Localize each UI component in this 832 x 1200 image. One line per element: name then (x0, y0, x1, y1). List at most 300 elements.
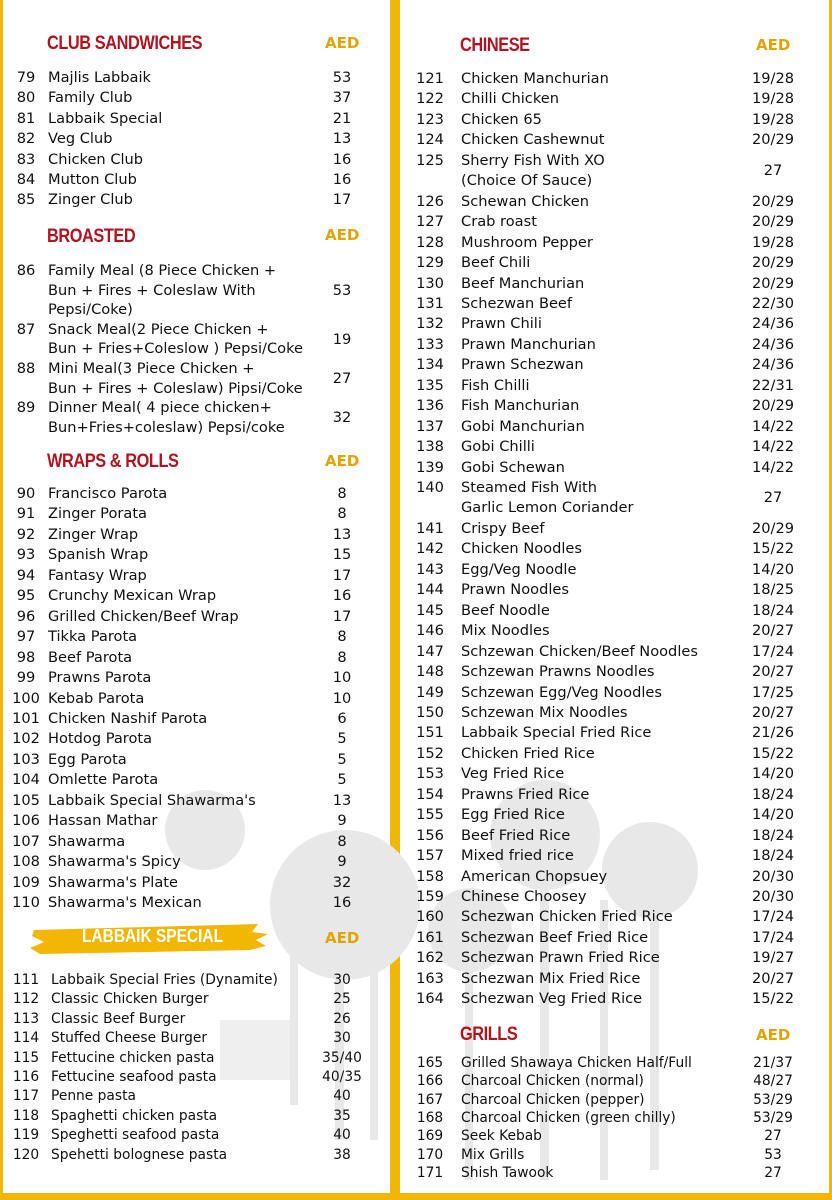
item-name: Mix Noodles (461, 622, 550, 640)
item-price: 8 (337, 628, 347, 646)
item-number: 81 (16, 109, 36, 127)
menu-item-row (0, 971, 390, 990)
item-name: Veg Fried Rice (461, 765, 565, 783)
item-price: 35/40 (322, 1049, 362, 1066)
section-heading-chinese: CHINESE (460, 35, 530, 56)
item-price: 17 (332, 566, 352, 584)
item-number: 114 (12, 1030, 40, 1047)
item-price: 5 (337, 771, 347, 789)
menu-item-row (0, 525, 390, 545)
item-price: 35 (333, 1107, 351, 1124)
item-price: 8 (337, 832, 347, 850)
section-heading-broasted: BROASTED (47, 226, 136, 247)
item-name: Mixed fried rice (461, 847, 574, 865)
item-name: Grilled Chicken/Beef Wrap (48, 607, 239, 625)
item-number: 171 (416, 1164, 444, 1181)
menu-item-row (0, 873, 390, 893)
item-number: 133 (416, 335, 444, 353)
menu-item-row (400, 642, 832, 662)
item-price: 20/30 (751, 888, 795, 905)
item-number: 146 (416, 622, 444, 640)
menu-item-row (0, 1146, 390, 1165)
item-number: 156 (416, 826, 444, 844)
menu-item-row (400, 1127, 832, 1145)
item-number: 97 (16, 628, 36, 646)
item-price: 8 (337, 505, 347, 523)
item-price: 13 (332, 130, 352, 148)
item-name-line: (Choice Of Sauce) (461, 172, 593, 190)
menu-item-row (400, 69, 832, 89)
menu-item-row (400, 212, 832, 232)
item-name: Zinger Porata (48, 505, 147, 523)
menu-item-row (0, 320, 390, 359)
menu-item-row (400, 805, 832, 825)
item-number: 141 (416, 519, 444, 537)
item-price: 20/29 (751, 397, 795, 415)
item-name: Charcoal Chicken (green chilly) (461, 1109, 676, 1126)
menu-item-row (0, 484, 390, 504)
item-number: 108 (12, 853, 40, 871)
menu-item-row (0, 566, 390, 586)
menu-item-row (400, 867, 832, 887)
item-name: Veg Club (48, 130, 113, 148)
menu-item-row (0, 893, 390, 913)
item-name: Mix Grills (461, 1146, 525, 1163)
item-number: 100 (12, 689, 40, 707)
menu-item-row (400, 1109, 832, 1127)
item-number: 123 (416, 110, 444, 128)
item-number: 83 (16, 150, 36, 168)
item-number: 124 (416, 131, 444, 149)
item-price: 14/20 (751, 765, 795, 783)
item-number: 92 (16, 525, 36, 543)
item-name: Shawarma's Spicy (48, 853, 181, 871)
item-price: 14/20 (751, 560, 795, 578)
menu-item-row (0, 88, 390, 108)
item-number: 125 (416, 151, 444, 169)
item-price: 20/30 (751, 867, 795, 885)
currency-label: AED (325, 34, 360, 52)
item-name: Schewan Chicken (461, 192, 589, 210)
menu-item-row (400, 969, 832, 989)
item-price: 21 (332, 109, 352, 127)
item-price: 18/24 (751, 826, 795, 844)
item-name: Labbaik Special (48, 109, 163, 127)
item-price: 24/36 (751, 315, 795, 333)
item-price: 19/28 (751, 90, 795, 108)
currency-label: AED (325, 929, 360, 947)
item-price: 53 (764, 1146, 782, 1163)
menu-item-row (400, 1072, 832, 1090)
item-number: 94 (16, 566, 36, 584)
item-number: 104 (12, 771, 40, 789)
item-number: 129 (416, 254, 444, 272)
item-name: Francisco Parota (48, 485, 168, 502)
item-number: 117 (12, 1088, 40, 1105)
item-name-line: Garlic Lemon Coriander (461, 499, 634, 517)
item-name: Schezwan Beef Fried Rice (461, 928, 649, 946)
item-price: 48/27 (753, 1073, 793, 1090)
item-name: Stuffed Cheese Burger (51, 1030, 208, 1047)
item-number: 151 (416, 724, 444, 742)
item-price: 17/24 (751, 908, 795, 926)
item-price: 17/25 (751, 683, 795, 701)
item-name: Schezwan Mix Fried Rice (461, 969, 641, 987)
item-number: 79 (16, 69, 36, 86)
item-number: 135 (416, 376, 444, 394)
item-number: 113 (12, 1010, 40, 1027)
item-name: Schzewan Chicken/Beef Noodles (461, 642, 698, 660)
item-number: 132 (416, 315, 444, 333)
item-number: 120 (12, 1146, 40, 1163)
item-price: 22/31 (751, 376, 795, 394)
item-price: 30 (333, 972, 351, 988)
item-name: Penne pasta (51, 1088, 136, 1105)
item-number: 98 (16, 648, 36, 666)
menu-item-row (0, 791, 390, 811)
item-name: Egg/Veg Noodle (461, 560, 577, 578)
menu-item-row (0, 261, 390, 320)
item-name-line: Steamed Fish With (461, 479, 598, 496)
item-name: Prawn Manchurian (461, 335, 596, 353)
item-price: 14/20 (751, 806, 795, 824)
item-name: Fantasy Wrap (48, 566, 147, 584)
item-number: 149 (416, 683, 444, 701)
item-price: 53 (332, 69, 352, 86)
item-number: 88 (16, 360, 36, 377)
item-name: Classic Chicken Burger (51, 991, 209, 1008)
menu-item-row (400, 703, 832, 723)
item-number: 109 (12, 873, 40, 891)
menu-item-row (400, 723, 832, 743)
item-price: 32 (332, 873, 352, 891)
item-name: Crab roast (461, 213, 537, 231)
item-price: 13 (332, 791, 352, 809)
menu-item-row (400, 1054, 832, 1072)
menu-item-row (0, 770, 390, 790)
item-price: 17 (332, 191, 352, 209)
item-number: 99 (16, 669, 36, 687)
item-number: 138 (416, 438, 444, 456)
item-number: 122 (416, 90, 444, 108)
item-price: 19/28 (751, 110, 795, 128)
item-price: 20/29 (751, 131, 795, 149)
item-number: 163 (416, 969, 444, 987)
item-price: 9 (337, 853, 347, 871)
menu-item-row (400, 1091, 832, 1109)
item-name: Schezwan Veg Fried Rice (461, 990, 643, 1008)
menu-item-row (400, 683, 832, 703)
item-number: 89 (16, 399, 36, 417)
item-number: 142 (416, 540, 444, 558)
item-number: 112 (12, 991, 40, 1008)
item-number: 154 (416, 785, 444, 803)
item-name: Tikka Parota (48, 628, 138, 646)
item-price: 30 (333, 1030, 351, 1047)
item-price: 18/24 (751, 785, 795, 803)
item-price: 24/36 (751, 335, 795, 353)
item-price: 17/24 (751, 642, 795, 660)
menu-item-row (0, 750, 390, 770)
currency-label: AED (756, 1026, 791, 1044)
menu-item-row (400, 846, 832, 866)
item-price: 24/36 (751, 356, 795, 374)
menu-item-row (0, 990, 390, 1009)
item-name: Hassan Mathar (48, 812, 158, 830)
item-name: Schzewan Mix Noodles (461, 703, 628, 721)
item-name: Egg Parota (48, 750, 127, 768)
item-price: 27 (332, 369, 352, 387)
item-number: 162 (416, 949, 444, 967)
item-number: 93 (16, 546, 36, 564)
menu-item-row (400, 1164, 832, 1182)
item-name: Beef Noodle (461, 601, 550, 619)
item-name: Beef Chili (461, 254, 531, 272)
item-number: 157 (416, 847, 444, 865)
item-name: Spehetti bolognese pasta (51, 1146, 228, 1163)
section-heading-labbaik-special: LABBAIK SPECIAL (82, 926, 224, 946)
menu-item-row (0, 1126, 390, 1145)
item-name: Chicken 65 (461, 110, 542, 128)
item-name: Chinese Choosey (461, 888, 587, 905)
item-price: 16 (332, 894, 352, 911)
item-price: 18/24 (751, 601, 795, 619)
item-price: 19/28 (751, 70, 795, 87)
item-number: 119 (12, 1127, 40, 1144)
item-number: 105 (12, 791, 40, 809)
item-name: Prawn Noodles (461, 581, 569, 599)
item-name: Omlette Parota (48, 771, 159, 789)
item-number: 84 (16, 171, 36, 188)
item-name: Charcoal Chicken (pepper) (461, 1091, 645, 1108)
menu-item-row (0, 852, 390, 872)
item-price: 20/27 (751, 663, 795, 681)
menu-item-row (400, 376, 832, 396)
item-number: 161 (416, 928, 444, 946)
item-name: Shawarma (48, 832, 126, 850)
item-name: Shawarma's Plate (48, 873, 178, 891)
item-number: 155 (416, 806, 444, 824)
item-name: Shawarma's Mexican (48, 894, 202, 911)
item-price: 20/29 (751, 192, 795, 210)
item-number: 140 (416, 479, 444, 496)
item-name: Classic Beef Burger (51, 1010, 186, 1027)
item-number: 106 (12, 812, 40, 830)
menu-item-row (400, 907, 832, 927)
menu-item-row (400, 519, 832, 539)
item-number: 170 (416, 1146, 444, 1163)
menu-item-row (400, 478, 832, 519)
item-name-line: Pepsi/Coke) (48, 301, 133, 319)
item-number: 128 (416, 233, 444, 251)
item-name: Majlis Labbaik (48, 69, 151, 86)
item-name: Kebab Parota (48, 689, 145, 707)
menu-item-row (400, 110, 832, 130)
menu-item-row (400, 233, 832, 253)
item-number: 107 (12, 832, 40, 850)
menu-item-row (0, 129, 390, 149)
item-number: 121 (416, 70, 444, 87)
item-name: Chilli Chicken (461, 90, 559, 108)
item-price: 16 (332, 171, 352, 188)
item-name: American Chopsuey (461, 867, 608, 885)
item-number: 166 (416, 1073, 444, 1090)
item-price: 40/35 (322, 1069, 362, 1085)
menu-item-row (0, 109, 390, 129)
section-heading-club-sandwiches: CLUB SANDWICHES (47, 33, 203, 54)
menu-item-row (400, 151, 832, 192)
item-number: 160 (416, 908, 444, 926)
item-price: 18/24 (751, 847, 795, 865)
item-name: Gobi Chilli (461, 438, 535, 456)
menu-item-row (400, 928, 832, 948)
menu-item-row (0, 627, 390, 647)
item-name: Shish Tawook (461, 1164, 554, 1181)
item-name: Chicken Cashewnut (461, 131, 605, 149)
menu-item-row (0, 170, 390, 190)
item-number: 90 (16, 485, 36, 502)
menu-item-row (400, 601, 832, 621)
item-price: 18/25 (751, 581, 795, 599)
menu-item-row (0, 648, 390, 668)
item-price: 21/26 (751, 724, 795, 742)
item-name: Gobi Schewan (461, 458, 565, 476)
item-name: Prawns Fried Rice (461, 785, 590, 803)
item-number: 87 (16, 320, 36, 338)
item-number: 85 (16, 191, 36, 209)
menu-item-row (0, 832, 390, 852)
item-price: 14/22 (751, 438, 795, 456)
item-number: 143 (416, 560, 444, 578)
item-price: 20/29 (751, 254, 795, 272)
item-name: Fish Manchurian (461, 397, 580, 415)
item-name: Chicken Fried Rice (461, 744, 595, 762)
item-number: 167 (416, 1091, 444, 1108)
item-name: Chicken Noodles (461, 540, 582, 558)
item-price: 19/28 (751, 233, 795, 251)
menu-item-row (400, 437, 832, 457)
item-name: Schzewan Prawns Noodles (461, 663, 655, 681)
menu-item-row (400, 274, 832, 294)
item-price: 8 (337, 485, 347, 502)
item-number: 159 (416, 888, 444, 905)
item-number: 118 (12, 1107, 40, 1124)
menu-item-row (0, 190, 390, 210)
item-price: 15/22 (751, 744, 795, 762)
item-name: Fettucine seafood pasta (51, 1069, 217, 1085)
item-price: 20/29 (751, 274, 795, 292)
item-number: 115 (12, 1049, 40, 1066)
item-price: 22/30 (751, 294, 795, 312)
item-price: 10 (332, 669, 352, 687)
menu-item-row (400, 826, 832, 846)
item-number: 139 (416, 458, 444, 476)
menu-item-row (400, 621, 832, 641)
menu-item-row (400, 539, 832, 559)
item-price: 20/27 (751, 703, 795, 721)
section-heading-grills: GRILLS (460, 1024, 518, 1045)
currency-label: AED (325, 452, 360, 470)
item-price: 15/22 (751, 990, 795, 1008)
item-number: 110 (12, 894, 40, 911)
menu-item-row (0, 607, 390, 627)
item-number: 164 (416, 990, 444, 1008)
item-number: 103 (12, 750, 40, 768)
item-number: 168 (416, 1109, 444, 1126)
item-number: 144 (416, 581, 444, 599)
menu-item-row (0, 398, 390, 437)
menu-item-row (400, 560, 832, 580)
item-name: Prawn Chili (461, 315, 542, 333)
menu-item-row (400, 314, 832, 334)
item-name: Speghetti seafood pasta (51, 1127, 220, 1144)
menu-item-row (0, 709, 390, 729)
menu-item-row (400, 887, 832, 907)
menu-item-row (400, 192, 832, 212)
item-price: 27 (763, 162, 783, 180)
item-price: 8 (337, 648, 347, 666)
item-price: 53/29 (753, 1109, 793, 1126)
item-name: Fish Chilli (461, 376, 530, 394)
item-price: 13 (332, 525, 352, 543)
item-price: 53/29 (753, 1091, 793, 1108)
item-name: Gobi Manchurian (461, 417, 585, 435)
item-number: 158 (416, 867, 444, 885)
menu-item-row (0, 68, 390, 88)
item-name: Schezwan Prawn Fried Rice (461, 949, 660, 967)
item-name: Crispy Beef (461, 519, 545, 537)
menu-item-row (400, 130, 832, 150)
item-name: Spanish Wrap (48, 546, 149, 564)
item-name: Mutton Club (48, 171, 137, 188)
item-name: Seek Kebab (461, 1128, 542, 1145)
menu-item-row (400, 458, 832, 478)
menu-item-row (0, 811, 390, 831)
item-price: 27 (764, 1128, 782, 1145)
item-number: 131 (416, 294, 444, 312)
item-price: 15 (332, 546, 352, 564)
left-column (0, 0, 390, 1200)
item-price: 40 (333, 1127, 351, 1144)
item-number: 101 (12, 709, 40, 727)
currency-label: AED (325, 226, 360, 244)
item-number: 136 (416, 397, 444, 415)
menu-item-row (400, 744, 832, 764)
item-price: 25 (333, 991, 351, 1008)
menu-item-row (400, 417, 832, 437)
item-number: 130 (416, 274, 444, 292)
item-price: 17/24 (751, 928, 795, 946)
item-name: Schezwan Chicken Fried Rice (461, 908, 673, 926)
item-number: 95 (16, 587, 36, 605)
item-name: Beef Fried Rice (461, 826, 571, 844)
menu-item-row (400, 294, 832, 314)
item-price: 37 (332, 89, 352, 107)
item-price: 21/37 (753, 1055, 793, 1071)
item-number: 137 (416, 417, 444, 435)
item-number: 148 (416, 663, 444, 681)
item-price: 20/29 (751, 213, 795, 231)
menu-item-row (0, 504, 390, 524)
item-number: 96 (16, 607, 36, 625)
menu-item-row (400, 355, 832, 375)
item-price: 19/27 (751, 949, 795, 967)
item-number: 145 (416, 601, 444, 619)
item-number: 91 (16, 505, 36, 523)
item-price: 27 (763, 489, 783, 507)
item-name-line: Bun + Fires + Coleslaw) Pipsi/Coke (48, 379, 303, 397)
menu-item-row (400, 396, 832, 416)
